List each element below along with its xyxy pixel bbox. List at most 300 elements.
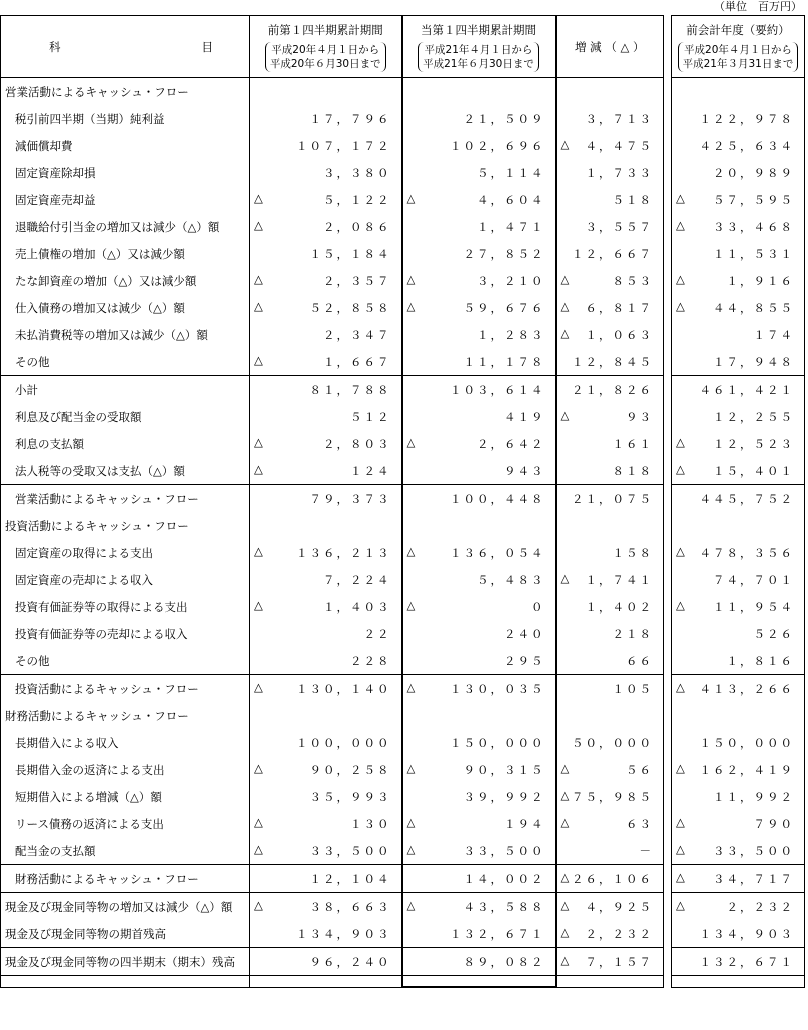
value-text: ５９，６７６ xyxy=(463,300,545,315)
value-cell xyxy=(402,159,556,186)
value-cell xyxy=(556,430,664,457)
value-cell xyxy=(402,132,556,159)
column-gap xyxy=(664,593,672,620)
table-row xyxy=(1,376,805,404)
value-text: ９０，２５８ xyxy=(309,762,391,777)
value-cell xyxy=(402,403,556,430)
value-text: １７４ xyxy=(753,327,794,342)
negative-marker-icon: △ xyxy=(560,761,570,775)
value-cell xyxy=(402,647,556,675)
value-text: １４，００２ xyxy=(463,871,545,886)
table-row xyxy=(1,105,805,132)
value-text: １２４ xyxy=(350,463,391,478)
value-cell xyxy=(672,702,805,729)
negative-marker-icon: △ xyxy=(676,680,685,694)
row-label: 配当金の支払額 xyxy=(1,837,250,865)
value-text: ３，３８０ xyxy=(323,165,391,180)
row-label: 法人税等の受取又は支払（△）額 xyxy=(1,457,250,485)
value-text: １，４０３ xyxy=(323,599,391,614)
column-gap xyxy=(664,512,672,539)
value-text: ７９，３７３ xyxy=(309,491,391,506)
column-gap xyxy=(664,321,672,348)
negative-marker-icon: △ xyxy=(406,598,416,612)
value-text: １９４ xyxy=(504,816,545,831)
value-cell xyxy=(556,294,664,321)
value-text: ３３，４６８ xyxy=(713,219,794,234)
row-label: 固定資産の売却による収入 xyxy=(1,566,250,593)
value-cell xyxy=(556,403,664,430)
row-label: リース債務の返済による支出 xyxy=(1,810,250,837)
value-text: ５２，８５８ xyxy=(309,300,391,315)
negative-marker-icon: △ xyxy=(676,272,685,286)
subject-header xyxy=(1,16,250,78)
table-row xyxy=(1,729,805,756)
value-cell xyxy=(402,485,556,513)
value-text: １５０，０００ xyxy=(699,735,794,750)
value-text: １１，９９２ xyxy=(713,789,794,804)
value-text: ２７，８５２ xyxy=(463,246,545,261)
value-cell xyxy=(556,620,664,647)
value-cell xyxy=(402,593,556,620)
column-gap xyxy=(664,702,672,729)
value-text: ３３，５００ xyxy=(463,843,545,858)
row-label: 財務活動によるキャッシュ・フロー xyxy=(1,865,250,893)
negative-marker-icon: △ xyxy=(676,842,685,856)
curr-quarter-range-from: 平成21年４月１日から xyxy=(424,43,533,56)
value-cell xyxy=(672,893,805,921)
negative-marker-icon: △ xyxy=(560,272,570,286)
column-gap xyxy=(664,294,672,321)
value-cell xyxy=(402,376,556,404)
table-row xyxy=(1,647,805,675)
cash-flow-table xyxy=(0,15,805,988)
value-cell xyxy=(402,920,556,948)
table-row xyxy=(1,485,805,513)
column-gap xyxy=(664,376,672,404)
prev-year-title: 前会計年度（要約） xyxy=(686,22,790,37)
value-text: ５２６ xyxy=(753,626,794,641)
column-gap xyxy=(664,948,672,976)
column-gap xyxy=(664,430,672,457)
value-cell xyxy=(250,647,402,675)
value-text: ３５，９９３ xyxy=(309,789,391,804)
value-text: １５８ xyxy=(612,545,653,560)
value-text: ９３ xyxy=(626,409,653,424)
value-text: ７４，７０１ xyxy=(713,572,794,587)
value-cell xyxy=(556,213,664,240)
negative-marker-icon: △ xyxy=(406,842,416,856)
value-cell xyxy=(556,893,664,921)
curr-quarter-range xyxy=(418,42,539,72)
row-label: その他 xyxy=(1,348,250,376)
negative-marker-icon: △ xyxy=(560,571,570,585)
negative-marker-icon: △ xyxy=(254,680,263,694)
value-cell xyxy=(672,593,805,620)
value-text: １５，４０１ xyxy=(713,463,794,478)
value-cell xyxy=(672,948,805,976)
value-text: １，９１６ xyxy=(726,273,794,288)
value-cell xyxy=(250,512,402,539)
negative-marker-icon: △ xyxy=(560,953,570,967)
table-row xyxy=(1,837,805,865)
column-gap xyxy=(664,783,672,810)
value-text: ４１９ xyxy=(504,409,545,424)
value-cell xyxy=(556,267,664,294)
negative-marker-icon: △ xyxy=(254,761,263,775)
negative-marker-icon: △ xyxy=(676,815,685,829)
value-text: ４７８，３５６ xyxy=(699,545,794,560)
negative-marker-icon: △ xyxy=(254,598,263,612)
negative-marker-icon: △ xyxy=(676,761,685,775)
value-text: ８１８ xyxy=(612,463,653,478)
value-cell xyxy=(556,593,664,620)
value-cell xyxy=(672,376,805,404)
value-cell xyxy=(556,132,664,159)
column-gap xyxy=(664,756,672,783)
value-cell xyxy=(250,593,402,620)
value-text: ４，９２５ xyxy=(585,899,653,914)
value-text: １２，６６７ xyxy=(572,246,653,261)
value-text: １０２，６９６ xyxy=(450,138,545,153)
column-gap xyxy=(664,240,672,267)
column-gap xyxy=(664,620,672,647)
value-cell xyxy=(402,729,556,756)
value-cell xyxy=(250,675,402,703)
negative-marker-icon: △ xyxy=(254,218,263,232)
value-cell xyxy=(556,348,664,376)
column-gap xyxy=(664,105,672,132)
row-label: 営業活動によるキャッシュ・フロー xyxy=(1,485,250,513)
value-cell xyxy=(556,78,664,106)
value-text: １０５ xyxy=(612,681,653,696)
value-text: ５６ xyxy=(626,762,653,777)
value-text: １３２，６７１ xyxy=(699,954,794,969)
value-cell xyxy=(250,893,402,921)
row-label: 投資活動によるキャッシュ・フロー xyxy=(1,512,250,539)
value-text: ３３，５００ xyxy=(713,843,794,858)
prev-year-range-from: 平成20年４月１日から xyxy=(684,43,792,56)
value-text: １２，２５５ xyxy=(713,409,794,424)
value-text: １，０６３ xyxy=(585,327,653,342)
column-gap xyxy=(664,837,672,865)
value-text: ４４５，７５２ xyxy=(699,491,794,506)
value-cell xyxy=(402,512,556,539)
value-cell xyxy=(250,566,402,593)
negative-marker-icon: △ xyxy=(676,598,685,612)
row-label: 固定資産の取得による支出 xyxy=(1,539,250,566)
prev-year-header xyxy=(672,16,805,78)
value-cell xyxy=(250,186,402,213)
value-text: １，４７１ xyxy=(477,219,545,234)
value-text: ７，１５７ xyxy=(585,954,653,969)
value-cell xyxy=(402,457,556,485)
table-row xyxy=(1,920,805,948)
value-cell xyxy=(672,620,805,647)
value-cell xyxy=(672,512,805,539)
value-text: １００，４４８ xyxy=(450,491,545,506)
row-label: 長期借入による収入 xyxy=(1,729,250,756)
value-text: ２，６４２ xyxy=(477,436,545,451)
table-row xyxy=(1,865,805,893)
value-cell xyxy=(402,620,556,647)
value-cell xyxy=(672,566,805,593)
negative-marker-icon: △ xyxy=(560,326,570,340)
value-text: ６６ xyxy=(626,653,653,668)
value-text: １６１ xyxy=(612,436,653,451)
value-text: １１，５３１ xyxy=(713,246,794,261)
value-cell xyxy=(250,783,402,810)
curr-quarter-range-to: 平成21年６月30日まで xyxy=(423,57,534,70)
value-cell xyxy=(672,647,805,675)
negative-marker-icon: △ xyxy=(406,299,416,313)
table-row xyxy=(1,78,805,106)
value-cell xyxy=(672,186,805,213)
value-cell xyxy=(556,457,664,485)
value-cell xyxy=(672,920,805,948)
value-cell xyxy=(672,539,805,566)
value-cell xyxy=(556,810,664,837)
value-cell xyxy=(250,539,402,566)
value-text: ６３ xyxy=(626,816,653,831)
column-gap xyxy=(664,920,672,948)
value-text: ５，１２２ xyxy=(323,192,391,207)
value-text: ３４，７１７ xyxy=(713,871,794,886)
value-text: ２，３５７ xyxy=(323,273,391,288)
value-cell xyxy=(556,186,664,213)
table-footer-rule xyxy=(1,976,805,988)
row-label: 現金及び現金同等物の期首残高 xyxy=(1,920,250,948)
negative-marker-icon: △ xyxy=(406,898,416,912)
table-row xyxy=(1,810,805,837)
value-cell xyxy=(556,702,664,729)
table-row xyxy=(1,457,805,485)
value-cell xyxy=(672,675,805,703)
value-text: ５１８ xyxy=(612,192,653,207)
table-row xyxy=(1,593,805,620)
negative-marker-icon: △ xyxy=(406,761,416,775)
value-cell xyxy=(402,810,556,837)
value-text: ２，３４７ xyxy=(323,327,391,342)
value-text: ４１３，２６６ xyxy=(699,681,794,696)
table-row xyxy=(1,675,805,703)
value-cell xyxy=(402,186,556,213)
value-text: ４，６０４ xyxy=(477,192,545,207)
value-text: ２４０ xyxy=(504,626,545,641)
curr-quarter-title: 当第１四半期累計期間 xyxy=(421,22,536,37)
value-cell xyxy=(402,702,556,729)
value-text: ４２５，６３４ xyxy=(699,138,794,153)
row-label: 仕入債務の増加又は減少（△）額 xyxy=(1,294,250,321)
value-cell xyxy=(402,240,556,267)
row-label: 未払消費税等の増加又は減少（△）額 xyxy=(1,321,250,348)
value-cell xyxy=(250,267,402,294)
value-cell xyxy=(672,729,805,756)
value-cell xyxy=(402,566,556,593)
footer-cell xyxy=(402,976,556,988)
column-gap xyxy=(664,865,672,893)
value-cell xyxy=(672,348,805,376)
table-row xyxy=(1,783,805,810)
value-cell xyxy=(556,240,664,267)
value-text: ２，０８６ xyxy=(323,219,391,234)
value-cell xyxy=(402,948,556,976)
negative-marker-icon: △ xyxy=(406,815,416,829)
prev-year-range xyxy=(678,42,799,72)
negative-marker-icon: △ xyxy=(560,408,570,422)
value-text: ３３，５００ xyxy=(309,843,391,858)
table-header xyxy=(1,16,805,78)
value-cell xyxy=(250,837,402,865)
value-cell xyxy=(402,294,556,321)
value-text: １３２，６７１ xyxy=(450,926,545,941)
value-cell xyxy=(556,376,664,404)
negative-marker-icon: △ xyxy=(254,435,263,449)
value-text: １３６，０５４ xyxy=(450,545,545,560)
value-cell xyxy=(556,865,664,893)
column-gap xyxy=(664,976,672,988)
value-text: ２１８ xyxy=(612,626,653,641)
value-cell xyxy=(556,159,664,186)
value-text: ７９０ xyxy=(753,816,794,831)
column-gap xyxy=(664,186,672,213)
value-text: ４６１，４２１ xyxy=(699,382,794,397)
value-cell xyxy=(672,457,805,485)
row-label: 利息及び配当金の受取額 xyxy=(1,403,250,430)
value-cell xyxy=(402,675,556,703)
value-text: １７，９４８ xyxy=(713,354,794,369)
column-gap xyxy=(664,213,672,240)
table-row xyxy=(1,213,805,240)
change-header: 増 減 （ △ ） xyxy=(556,16,664,78)
negative-marker-icon: △ xyxy=(560,925,570,939)
footer-cell xyxy=(250,976,402,988)
value-text: ５，４８３ xyxy=(477,572,545,587)
negative-marker-icon: △ xyxy=(254,272,263,286)
value-text: ７５，９８５ xyxy=(572,789,653,804)
value-cell xyxy=(402,348,556,376)
row-label: 税引前四半期（当期）純利益 xyxy=(1,105,250,132)
footer-cell xyxy=(672,976,805,988)
value-text: １０３，６１４ xyxy=(450,382,545,397)
negative-marker-icon: △ xyxy=(560,788,570,802)
value-cell xyxy=(556,566,664,593)
value-text: ２２ xyxy=(363,626,391,641)
value-text: １，７３３ xyxy=(585,165,653,180)
row-label: 現金及び現金同等物の四半期末（期末）残高 xyxy=(1,948,250,976)
value-cell xyxy=(250,948,402,976)
table-row xyxy=(1,186,805,213)
negative-marker-icon: △ xyxy=(406,544,416,558)
value-text: ２，２３２ xyxy=(726,899,794,914)
value-cell xyxy=(402,865,556,893)
footer-cell xyxy=(556,976,664,988)
column-gap xyxy=(664,485,672,513)
negative-marker-icon: △ xyxy=(406,680,416,694)
value-cell xyxy=(250,348,402,376)
negative-marker-icon: △ xyxy=(254,544,263,558)
negative-marker-icon: △ xyxy=(560,815,570,829)
value-cell xyxy=(402,78,556,106)
negative-marker-icon: △ xyxy=(676,870,685,884)
value-cell xyxy=(250,78,402,106)
value-text: ４３，５８８ xyxy=(463,899,545,914)
value-cell xyxy=(672,105,805,132)
subject-header-right: 目 xyxy=(201,39,213,54)
prev-quarter-title: 前第１四半期累計期間 xyxy=(267,22,383,37)
prev-quarter-range xyxy=(265,42,386,72)
value-text: ４４，８５５ xyxy=(713,300,794,315)
value-text: １５，１８４ xyxy=(309,246,391,261)
table-row xyxy=(1,756,805,783)
value-cell xyxy=(672,403,805,430)
value-cell xyxy=(250,920,402,948)
row-label: 短期借入による増減（△）額 xyxy=(1,783,250,810)
value-cell xyxy=(402,430,556,457)
value-text: ９４３ xyxy=(504,463,545,478)
value-cell xyxy=(556,485,664,513)
column-gap xyxy=(664,16,672,78)
value-cell xyxy=(402,105,556,132)
value-cell xyxy=(672,865,805,893)
value-cell xyxy=(556,756,664,783)
negative-marker-icon: △ xyxy=(254,462,263,476)
table-row xyxy=(1,539,805,566)
value-text: ２６，１０６ xyxy=(572,871,653,886)
value-text: １６２，４１９ xyxy=(699,762,794,777)
value-text: ２９５ xyxy=(504,653,545,668)
value-text: １７，７９６ xyxy=(309,111,391,126)
value-text: ２０，９８９ xyxy=(713,165,794,180)
value-cell xyxy=(402,783,556,810)
column-gap xyxy=(664,675,672,703)
value-text: ２１，５０９ xyxy=(463,111,545,126)
value-text: ２，８０３ xyxy=(323,436,391,451)
value-text: ６，８１７ xyxy=(585,300,653,315)
value-cell xyxy=(250,403,402,430)
column-gap xyxy=(664,457,672,485)
table-row xyxy=(1,132,805,159)
value-cell xyxy=(250,132,402,159)
value-text: ２２８ xyxy=(350,653,391,668)
value-cell xyxy=(556,948,664,976)
value-text: １２，８４５ xyxy=(572,354,653,369)
negative-marker-icon: △ xyxy=(254,898,263,912)
value-cell xyxy=(672,321,805,348)
column-gap xyxy=(664,159,672,186)
value-text: ４，４７５ xyxy=(585,138,653,153)
value-text: １５０，０００ xyxy=(450,735,545,750)
value-cell xyxy=(556,647,664,675)
value-text: １，８１６ xyxy=(726,653,794,668)
column-gap xyxy=(664,566,672,593)
value-cell xyxy=(672,783,805,810)
negative-marker-icon: △ xyxy=(676,435,685,449)
value-cell xyxy=(672,756,805,783)
value-text: － xyxy=(639,843,653,858)
value-text: ０ xyxy=(531,599,545,614)
value-cell xyxy=(250,376,402,404)
value-cell xyxy=(402,267,556,294)
value-cell xyxy=(250,457,402,485)
row-label: 利息の支払額 xyxy=(1,430,250,457)
negative-marker-icon: △ xyxy=(254,191,263,205)
value-text: １１，１７８ xyxy=(463,354,545,369)
value-cell xyxy=(402,213,556,240)
value-cell xyxy=(402,756,556,783)
value-text: ２１，０７５ xyxy=(572,491,653,506)
column-gap xyxy=(664,267,672,294)
value-cell xyxy=(250,321,402,348)
